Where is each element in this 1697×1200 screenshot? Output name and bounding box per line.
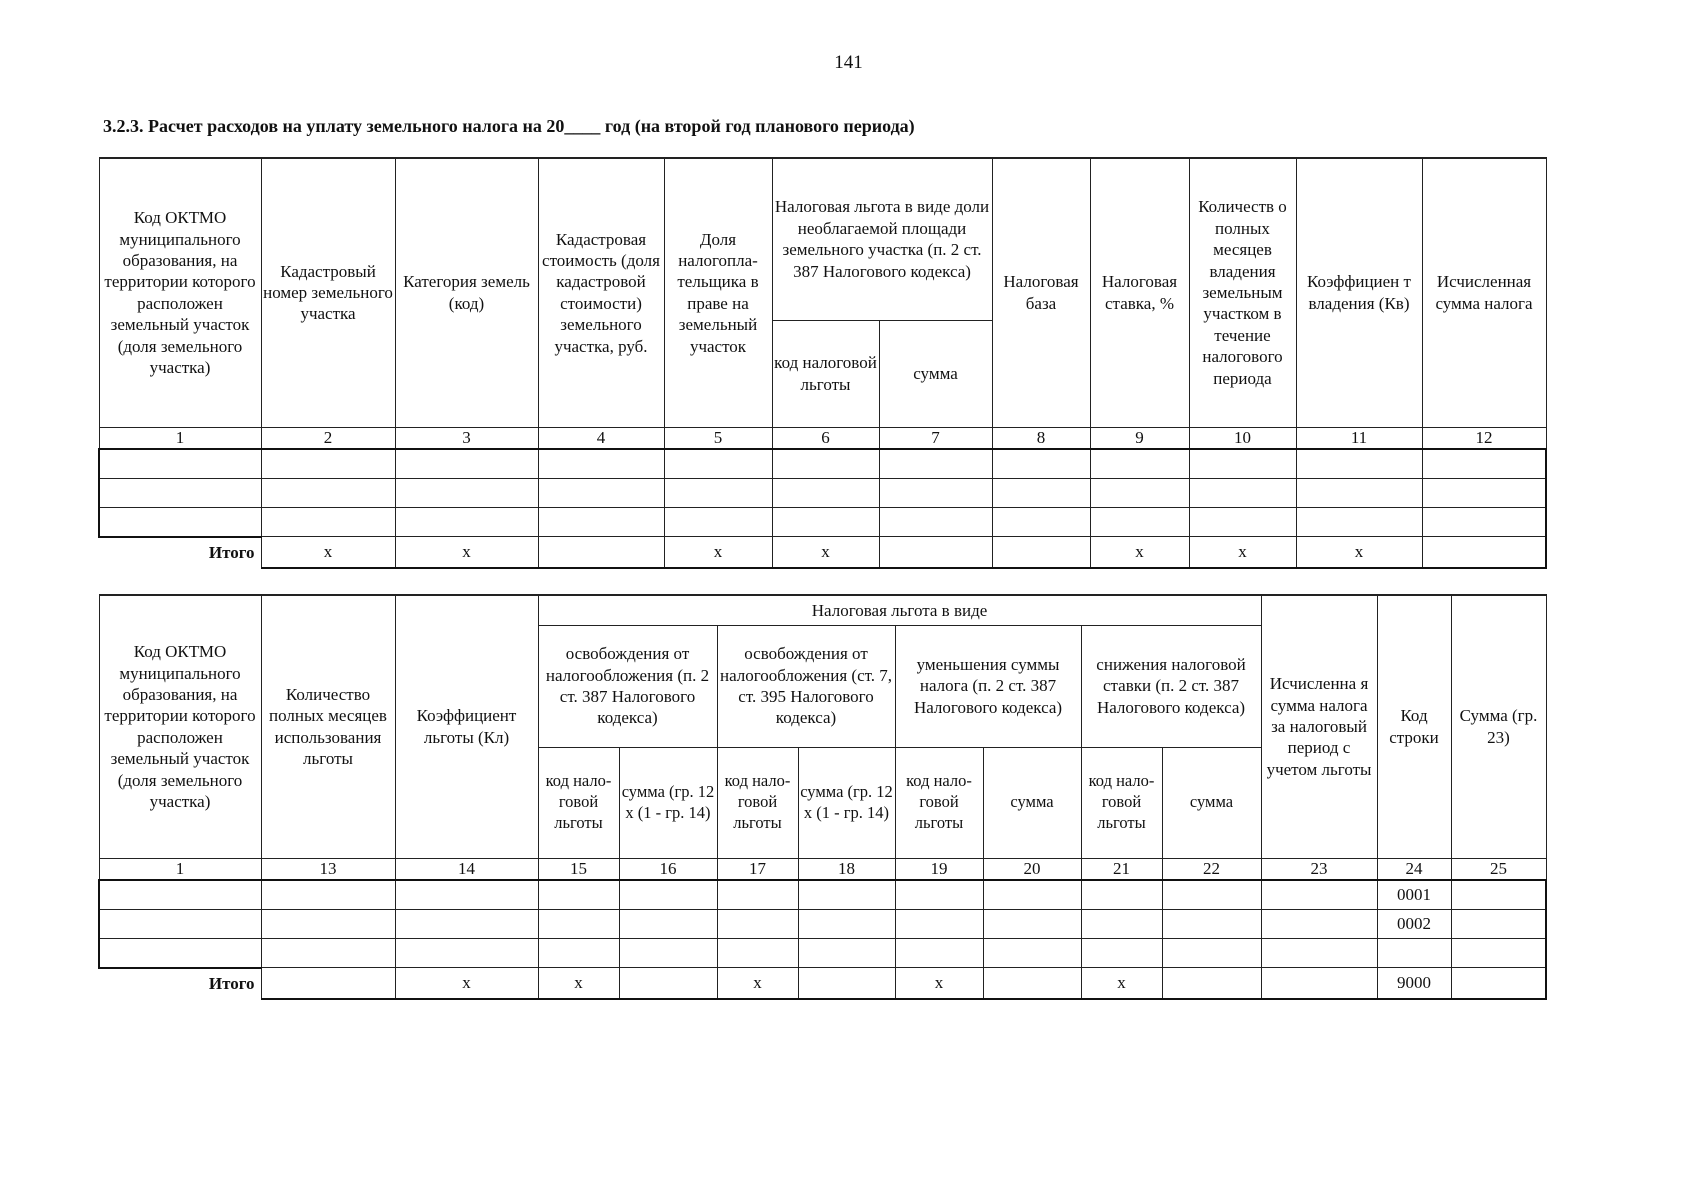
total-cell: x: [895, 968, 983, 1000]
total-cell[interactable]: [879, 537, 992, 569]
table-cell[interactable]: [717, 909, 798, 938]
table-cell[interactable]: [798, 909, 895, 938]
column-numbers-row: [99, 858, 1546, 880]
total-cell[interactable]: [1422, 537, 1546, 569]
total-label: Итого: [99, 968, 261, 1000]
land-tax-calculation-table: [98, 157, 1547, 569]
page-number: 141: [834, 52, 863, 73]
table-cell[interactable]: [538, 507, 664, 537]
table-cell[interactable]: [538, 449, 664, 479]
table-cell[interactable]: [1081, 880, 1162, 910]
total-cell[interactable]: [1451, 968, 1546, 1000]
table-cell[interactable]: [99, 880, 261, 910]
table-cell[interactable]: [983, 880, 1081, 910]
total-cell[interactable]: [992, 537, 1090, 569]
header-benefit-sum: сумма: [879, 320, 992, 427]
total-cell: x: [1090, 537, 1189, 569]
table-cell[interactable]: [619, 938, 717, 968]
header-rate-reduction: снижения налоговой ставки (п. 2 ст. 387 Налогового кодекса): [1081, 625, 1261, 747]
table-cell[interactable]: [261, 880, 395, 910]
table-cell[interactable]: [664, 507, 772, 537]
table-cell[interactable]: [261, 909, 395, 938]
table-cell[interactable]: [1162, 938, 1261, 968]
table-cell[interactable]: [879, 507, 992, 537]
table-cell[interactable]: [772, 449, 879, 479]
table-cell[interactable]: [717, 938, 798, 968]
header-oktmo: Код ОКТМО муниципального образования, на территории которого расположен земельный участок (доля земельного участка): [99, 595, 261, 858]
header-land-category: Категория земель (код): [395, 158, 538, 427]
line-code: [1377, 938, 1451, 968]
table-cell[interactable]: [1422, 478, 1546, 507]
column-number: 21: [1081, 858, 1162, 880]
table-cell[interactable]: [538, 909, 619, 938]
column-number: 11: [1296, 427, 1422, 449]
line-code: 0001: [1377, 880, 1451, 910]
column-number: 25: [1451, 858, 1546, 880]
header-tax-reduction: уменьшения суммы налога (п. 2 ст. 387 Налогового кодекса): [895, 625, 1081, 747]
table-cell[interactable]: [895, 938, 983, 968]
table-cell[interactable]: [1090, 478, 1189, 507]
header-benefit-months: Количество полных месяцев использования льготы: [261, 595, 395, 858]
table-cell[interactable]: [261, 938, 395, 968]
column-number: 10: [1189, 427, 1296, 449]
table-row: [99, 449, 1546, 479]
column-number: 2: [261, 427, 395, 449]
header-calculated-tax: Исчисленная сумма налога: [1422, 158, 1546, 427]
table-cell[interactable]: [664, 449, 772, 479]
header-ownership-coefficient: Коэффициен т владения (Кв): [1296, 158, 1422, 427]
table-cell[interactable]: [1081, 909, 1162, 938]
column-number: 13: [261, 858, 395, 880]
table-cell[interactable]: [664, 478, 772, 507]
column-number: 17: [717, 858, 798, 880]
table-cell[interactable]: [1189, 507, 1296, 537]
table-cell[interactable]: [992, 478, 1090, 507]
total-cell: x: [664, 537, 772, 569]
table-cell[interactable]: [772, 507, 879, 537]
header-benefit-code: код нало- говой льготы: [717, 747, 798, 858]
total-cell[interactable]: [1261, 968, 1377, 1000]
table-cell[interactable]: [619, 909, 717, 938]
column-number: 1: [99, 858, 261, 880]
total-cell[interactable]: [1162, 968, 1261, 1000]
total-line-code: 9000: [1377, 968, 1451, 1000]
header-benefit-group: Налоговая льгота в виде: [538, 595, 1261, 625]
table-cell[interactable]: [99, 449, 261, 479]
column-number: 19: [895, 858, 983, 880]
table-row: [99, 938, 1546, 968]
header-benefit-code: код нало- говой льготы: [895, 747, 983, 858]
total-cell: x: [395, 537, 538, 569]
header-benefit-code: код нало- говой льготы: [538, 747, 619, 858]
column-number: 3: [395, 427, 538, 449]
header-calculated-tax-with-benefit: Исчисленна я сумма налога за налоговый период с учетом льготы: [1261, 595, 1377, 858]
table-cell[interactable]: [395, 880, 538, 910]
column-number: 24: [1377, 858, 1451, 880]
total-cell[interactable]: [538, 537, 664, 569]
header-cadastral-value: Кадастровая стоимость (доля кадастровой стоимости) земельного участка, руб.: [538, 158, 664, 427]
header-line-code: Код строки: [1377, 595, 1451, 858]
table-cell[interactable]: [1422, 507, 1546, 537]
table-cell[interactable]: [992, 507, 1090, 537]
total-cell: x: [1296, 537, 1422, 569]
total-row: [99, 537, 1546, 569]
table-cell[interactable]: [99, 478, 261, 507]
header-taxpayer-share: Доля налогопла- тельщика в праве на земельный участок: [664, 158, 772, 427]
table-cell[interactable]: [395, 449, 538, 479]
header-exemption-387: освобождения от налогообложения (п. 2 ст. 387 Налогового кодекса): [538, 625, 717, 747]
column-number: 8: [992, 427, 1090, 449]
table-cell[interactable]: [1090, 507, 1189, 537]
total-label: Итого: [99, 537, 261, 569]
header-benefit-coefficient: Коэффициент льготы (Кл): [395, 595, 538, 858]
table-cell[interactable]: [99, 909, 261, 938]
table-cell[interactable]: [1261, 938, 1377, 968]
total-cell[interactable]: [983, 968, 1081, 1000]
table-row: [99, 478, 1546, 507]
table-row: [99, 507, 1546, 537]
total-cell: x: [717, 968, 798, 1000]
table-cell[interactable]: [99, 507, 261, 537]
total-row: [99, 968, 1546, 1000]
table-cell[interactable]: [1162, 880, 1261, 910]
table-row: [99, 909, 1546, 938]
column-number: 4: [538, 427, 664, 449]
total-cell[interactable]: [798, 968, 895, 1000]
table-cell[interactable]: [1451, 880, 1546, 910]
table-cell[interactable]: [538, 478, 664, 507]
header-benefit-code: код нало- говой льготы: [1081, 747, 1162, 858]
column-numbers-row: [99, 427, 1546, 449]
column-number: 20: [983, 858, 1081, 880]
header-tax-base: Налоговая база: [992, 158, 1090, 427]
table-cell[interactable]: [1296, 478, 1422, 507]
column-number: 12: [1422, 427, 1546, 449]
header-benefit-sum: сумма (гр. 12 х (1 - гр. 14): [798, 747, 895, 858]
table-cell[interactable]: [1081, 938, 1162, 968]
total-cell: x: [261, 537, 395, 569]
table-cell[interactable]: [1261, 909, 1377, 938]
line-code: 0002: [1377, 909, 1451, 938]
table-cell[interactable]: [1189, 449, 1296, 479]
table-cell[interactable]: [1422, 449, 1546, 479]
total-cell: x: [1081, 968, 1162, 1000]
header-exemption-395: освобождения от налогообложения (ст. 7, ст. 395 Налогового кодекса): [717, 625, 895, 747]
header-oktmo: Код ОКТМО муниципального образования, на территории которого расположен земельный участок (доля земельного участка): [99, 158, 261, 427]
table-cell[interactable]: [1189, 478, 1296, 507]
tax-benefits-table: [98, 594, 1547, 1000]
table-cell[interactable]: [1296, 449, 1422, 479]
table-row: [99, 880, 1546, 910]
header-benefit-code: код налоговой льготы: [772, 320, 879, 427]
table-cell[interactable]: [261, 449, 395, 479]
table-cell[interactable]: [983, 909, 1081, 938]
table-cell[interactable]: [983, 938, 1081, 968]
total-cell: x: [1189, 537, 1296, 569]
table-cell[interactable]: [992, 449, 1090, 479]
table-cell[interactable]: [879, 478, 992, 507]
header-benefit-sum: сумма (гр. 12 х (1 - гр. 14): [619, 747, 717, 858]
table-cell[interactable]: [261, 478, 395, 507]
table-cell[interactable]: [538, 938, 619, 968]
column-number: 22: [1162, 858, 1261, 880]
column-number: 23: [1261, 858, 1377, 880]
total-cell: x: [772, 537, 879, 569]
column-number: 6: [772, 427, 879, 449]
total-cell[interactable]: [619, 968, 717, 1000]
total-cell: x: [395, 968, 538, 1000]
table-cell[interactable]: [879, 449, 992, 479]
header-sum-col23: Сумма (гр. 23): [1451, 595, 1546, 858]
header-tax-rate: Налоговая ставка, %: [1090, 158, 1189, 427]
table-cell[interactable]: [99, 938, 261, 968]
column-number: 9: [1090, 427, 1189, 449]
table-cell[interactable]: [538, 880, 619, 910]
table-cell[interactable]: [395, 938, 538, 968]
table-cell[interactable]: [1451, 909, 1546, 938]
table-cell[interactable]: [895, 880, 983, 910]
table-cell[interactable]: [1451, 938, 1546, 968]
table-cell[interactable]: [1261, 880, 1377, 910]
header-benefit-area-share: Налоговая льгота в виде доли необлагаемой площади земельного участка (п. 2 ст. 387 Налогового кодекса): [772, 158, 992, 320]
table-cell[interactable]: [395, 507, 538, 537]
table-cell[interactable]: [798, 880, 895, 910]
column-number: 1: [99, 427, 261, 449]
table-cell[interactable]: [395, 478, 538, 507]
column-number: 5: [664, 427, 772, 449]
column-number: 7: [879, 427, 992, 449]
table-cell[interactable]: [772, 478, 879, 507]
header-benefit-sum: сумма: [983, 747, 1081, 858]
column-number: 18: [798, 858, 895, 880]
table-cell[interactable]: [1162, 909, 1261, 938]
table-cell[interactable]: [1296, 507, 1422, 537]
table-cell[interactable]: [619, 880, 717, 910]
column-number: 14: [395, 858, 538, 880]
column-number: 16: [619, 858, 717, 880]
table-cell[interactable]: [1090, 449, 1189, 479]
total-cell[interactable]: [261, 968, 395, 1000]
column-number: 15: [538, 858, 619, 880]
total-cell: x: [538, 968, 619, 1000]
table-cell[interactable]: [895, 909, 983, 938]
header-cadastral-number: Кадастровый номер земельного участка: [261, 158, 395, 427]
section-heading: 3.2.3. Расчет расходов на уплату земельного налога на 20____ год (на второй год планового периода): [103, 116, 915, 136]
table-cell[interactable]: [717, 880, 798, 910]
header-ownership-months: Количеств о полных месяцев владения земельным участком в течение налогового периода: [1189, 158, 1296, 427]
table-cell[interactable]: [261, 507, 395, 537]
table-cell[interactable]: [395, 909, 538, 938]
header-benefit-sum: сумма: [1162, 747, 1261, 858]
table-cell[interactable]: [798, 938, 895, 968]
